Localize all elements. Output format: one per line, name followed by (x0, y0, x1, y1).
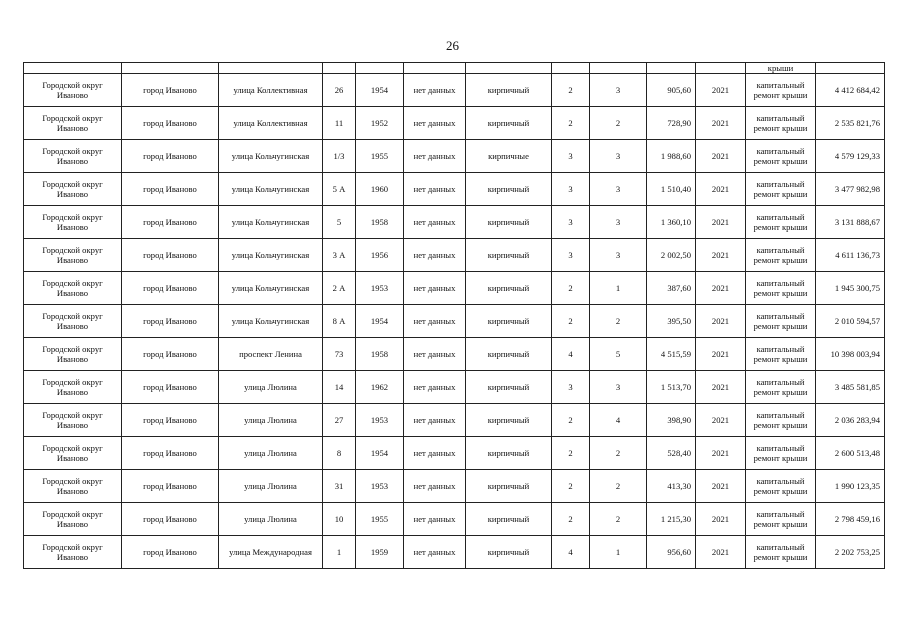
entrances-cell: 5 (590, 338, 647, 371)
city-cell: город Иваново (122, 74, 219, 107)
city-cell: город Иваново (122, 305, 219, 338)
district-cell: Городской округ Иваново (24, 338, 122, 371)
work-type-cell: капитальный ремонт крыши (746, 437, 816, 470)
plan-year-cell: 2021 (696, 107, 746, 140)
table-row (24, 371, 885, 404)
plan-year-cell: 2021 (696, 338, 746, 371)
plan-year-cell: 2021 (696, 437, 746, 470)
entrances-cell: 1 (590, 536, 647, 569)
wall-material-cell: кирпичный (466, 470, 552, 503)
house-number-cell: 1/3 (323, 140, 356, 173)
build-year-cell: 1954 (356, 74, 404, 107)
street-cell: улица Люлина (219, 404, 323, 437)
data-status-cell: нет данных (404, 338, 466, 371)
work-type-cell: капитальный ремонт крыши (746, 173, 816, 206)
cost-cell: 2 798 459,16 (816, 503, 885, 536)
wall-material-cell: кирпичный (466, 503, 552, 536)
page-number: 26 (446, 38, 459, 53)
house-number-cell: 3 А (323, 239, 356, 272)
data-status-cell: нет данных (404, 272, 466, 305)
city-cell: город Иваново (122, 272, 219, 305)
table-row (24, 206, 885, 239)
cost-cell: 10 398 003,94 (816, 338, 885, 371)
house-number-cell: 8 (323, 437, 356, 470)
work-type-cell: капитальный ремонт крыши (746, 536, 816, 569)
table-row (24, 437, 885, 470)
city-cell: город Иваново (122, 536, 219, 569)
plan-year-cell: 2021 (696, 404, 746, 437)
city-cell: город Иваново (122, 437, 219, 470)
district-cell: Городской округ Иваново (24, 437, 122, 470)
cost-cell: 2 535 821,76 (816, 107, 885, 140)
plan-year-cell: 2021 (696, 371, 746, 404)
build-year-cell: 1954 (356, 437, 404, 470)
cost-cell: 2 600 513,48 (816, 437, 885, 470)
data-status-cell: нет данных (404, 206, 466, 239)
housing-table (23, 62, 885, 569)
wall-material-cell: кирпичные (466, 140, 552, 173)
district-cell: Городской округ Иваново (24, 173, 122, 206)
district-cell: Городской округ Иваново (24, 470, 122, 503)
data-status-cell: нет данных (404, 107, 466, 140)
entrances-cell: 1 (590, 272, 647, 305)
work-type-cell: капитальный ремонт крыши (746, 140, 816, 173)
area-cell: 387,60 (647, 272, 696, 305)
house-number-cell: 11 (323, 107, 356, 140)
cost-cell: 1 990 123,35 (816, 470, 885, 503)
plan-year-cell: 2021 (696, 173, 746, 206)
street-cell: улица Кольчугинская (219, 272, 323, 305)
area-cell: 956,60 (647, 536, 696, 569)
city-cell: город Иваново (122, 371, 219, 404)
entrances-cell: 3 (590, 239, 647, 272)
district-cell: Городской округ Иваново (24, 107, 122, 140)
cost-cell: 2 010 594,57 (816, 305, 885, 338)
data-status-cell: нет данных (404, 173, 466, 206)
floors-cell: 3 (552, 173, 590, 206)
table-row (24, 305, 885, 338)
cost-cell: 2 036 283,94 (816, 404, 885, 437)
district-cell: Городской округ Иваново (24, 404, 122, 437)
wall-material-cell: кирпичный (466, 536, 552, 569)
work-type-cell: капитальный ремонт крыши (746, 239, 816, 272)
wall-material-cell: кирпичный (466, 338, 552, 371)
city-cell: город Иваново (122, 173, 219, 206)
city-cell: город Иваново (122, 140, 219, 173)
floors-cell: 2 (552, 404, 590, 437)
entrances-cell: 2 (590, 503, 647, 536)
entrances-cell: 3 (590, 173, 647, 206)
city-cell: город Иваново (122, 470, 219, 503)
table-row (24, 503, 885, 536)
wall-material-cell: кирпичный (466, 371, 552, 404)
work-type-cell: капитальный ремонт крыши (746, 503, 816, 536)
data-status-cell: нет данных (404, 503, 466, 536)
build-year-cell: 1953 (356, 404, 404, 437)
wall-material-cell: кирпичный (466, 74, 552, 107)
plan-year-cell: 2021 (696, 470, 746, 503)
floors-cell: 2 (552, 74, 590, 107)
table-row (24, 536, 885, 569)
district-cell: Городской округ Иваново (24, 74, 122, 107)
work-type-cell: капитальный ремонт крыши (746, 470, 816, 503)
wall-material-cell: кирпичный (466, 173, 552, 206)
wall-material-cell: кирпичный (466, 239, 552, 272)
area-cell: 1 360,10 (647, 206, 696, 239)
build-year-cell: 1959 (356, 536, 404, 569)
street-cell: улица Кольчугинская (219, 140, 323, 173)
cost-cell: 2 202 753,25 (816, 536, 885, 569)
street-cell: улица Люлина (219, 503, 323, 536)
data-status-cell: нет данных (404, 239, 466, 272)
floors-cell: 2 (552, 107, 590, 140)
data-status-cell: нет данных (404, 536, 466, 569)
entrances-cell: 3 (590, 371, 647, 404)
district-cell: Городской округ Иваново (24, 536, 122, 569)
data-status-cell: нет данных (404, 371, 466, 404)
floors-cell: 2 (552, 305, 590, 338)
data-status-cell: нет данных (404, 470, 466, 503)
floors-cell: 3 (552, 140, 590, 173)
table-row (24, 239, 885, 272)
table-row (24, 338, 885, 371)
house-number-cell: 14 (323, 371, 356, 404)
table-row (24, 470, 885, 503)
house-number-cell: 27 (323, 404, 356, 437)
street-cell: улица Люлина (219, 437, 323, 470)
area-cell: 1 510,40 (647, 173, 696, 206)
floors-cell: 4 (552, 536, 590, 569)
floors-cell: 3 (552, 371, 590, 404)
wall-material-cell: кирпичный (466, 206, 552, 239)
floors-cell: 3 (552, 239, 590, 272)
street-cell: улица Люлина (219, 470, 323, 503)
entrances-cell: 4 (590, 404, 647, 437)
entrances-cell: 2 (590, 470, 647, 503)
build-year-cell: 1958 (356, 338, 404, 371)
area-cell: 1 513,70 (647, 371, 696, 404)
floors-cell: 2 (552, 503, 590, 536)
work-type-cell: капитальный ремонт крыши (746, 371, 816, 404)
plan-year-cell: 2021 (696, 206, 746, 239)
plan-year-cell: 2021 (696, 503, 746, 536)
data-status-cell: нет данных (404, 437, 466, 470)
work-type-cell: капитальный ремонт крыши (746, 206, 816, 239)
house-number-cell: 31 (323, 470, 356, 503)
street-cell: улица Кольчугинская (219, 305, 323, 338)
entrances-cell: 2 (590, 107, 647, 140)
work-type-cell: капитальный ремонт крыши (746, 107, 816, 140)
city-cell: город Иваново (122, 404, 219, 437)
street-cell: улица Международная (219, 536, 323, 569)
plan-year-cell: 2021 (696, 140, 746, 173)
data-status-cell: нет данных (404, 74, 466, 107)
house-number-cell: 10 (323, 503, 356, 536)
build-year-cell: 1954 (356, 305, 404, 338)
area-cell: 395,50 (647, 305, 696, 338)
street-cell: улица Коллективная (219, 107, 323, 140)
area-cell: 1 215,30 (647, 503, 696, 536)
entrances-cell: 2 (590, 437, 647, 470)
entrances-cell: 3 (590, 74, 647, 107)
district-cell: Городской округ Иваново (24, 272, 122, 305)
table-row (24, 173, 885, 206)
floors-cell: 4 (552, 338, 590, 371)
street-cell: улица Коллективная (219, 74, 323, 107)
plan-year-cell: 2021 (696, 74, 746, 107)
city-cell: город Иваново (122, 503, 219, 536)
city-cell: город Иваново (122, 239, 219, 272)
district-cell: Городской округ Иваново (24, 305, 122, 338)
build-year-cell: 1953 (356, 272, 404, 305)
district-cell: Городской округ Иваново (24, 371, 122, 404)
work-type-cell: капитальный ремонт крыши (746, 338, 816, 371)
table-continuation-row (24, 63, 885, 74)
build-year-cell: 1956 (356, 239, 404, 272)
wall-material-cell: кирпичный (466, 305, 552, 338)
wall-material-cell: кирпичный (466, 404, 552, 437)
cost-cell: 4 412 684,42 (816, 74, 885, 107)
wall-material-cell: кирпичный (466, 107, 552, 140)
entrances-cell: 2 (590, 305, 647, 338)
district-cell: Городской округ Иваново (24, 140, 122, 173)
build-year-cell: 1955 (356, 503, 404, 536)
table-row (24, 404, 885, 437)
build-year-cell: 1953 (356, 470, 404, 503)
table-row (24, 107, 885, 140)
area-cell: 413,30 (647, 470, 696, 503)
build-year-cell: 1952 (356, 107, 404, 140)
continued-work-cell: крыши (746, 63, 816, 74)
entrances-cell: 3 (590, 206, 647, 239)
work-type-cell: капитальный ремонт крыши (746, 74, 816, 107)
work-type-cell: капитальный ремонт крыши (746, 404, 816, 437)
table-row (24, 74, 885, 107)
build-year-cell: 1958 (356, 206, 404, 239)
house-number-cell: 8 А (323, 305, 356, 338)
floors-cell: 2 (552, 272, 590, 305)
cost-cell: 3 485 581,85 (816, 371, 885, 404)
house-number-cell: 2 А (323, 272, 356, 305)
floors-cell: 2 (552, 437, 590, 470)
area-cell: 4 515,59 (647, 338, 696, 371)
cost-cell: 1 945 300,75 (816, 272, 885, 305)
district-cell: Городской округ Иваново (24, 239, 122, 272)
house-number-cell: 73 (323, 338, 356, 371)
floors-cell: 2 (552, 470, 590, 503)
street-cell: улица Кольчугинская (219, 206, 323, 239)
area-cell: 528,40 (647, 437, 696, 470)
cost-cell: 3 477 982,98 (816, 173, 885, 206)
district-cell: Городской округ Иваново (24, 503, 122, 536)
district-cell: Городской округ Иваново (24, 206, 122, 239)
cost-cell: 3 131 888,67 (816, 206, 885, 239)
data-status-cell: нет данных (404, 140, 466, 173)
wall-material-cell: кирпичный (466, 272, 552, 305)
house-number-cell: 1 (323, 536, 356, 569)
build-year-cell: 1962 (356, 371, 404, 404)
house-number-cell: 26 (323, 74, 356, 107)
area-cell: 1 988,60 (647, 140, 696, 173)
build-year-cell: 1955 (356, 140, 404, 173)
street-cell: улица Кольчугинская (219, 239, 323, 272)
work-type-cell: капитальный ремонт крыши (746, 272, 816, 305)
area-cell: 905,60 (647, 74, 696, 107)
area-cell: 398,90 (647, 404, 696, 437)
street-cell: проспект Ленина (219, 338, 323, 371)
data-status-cell: нет данных (404, 305, 466, 338)
floors-cell: 3 (552, 206, 590, 239)
table-row (24, 272, 885, 305)
area-cell: 728,90 (647, 107, 696, 140)
plan-year-cell: 2021 (696, 272, 746, 305)
table-row (24, 140, 885, 173)
plan-year-cell: 2021 (696, 536, 746, 569)
wall-material-cell: кирпичный (466, 437, 552, 470)
cost-cell: 4 579 129,33 (816, 140, 885, 173)
city-cell: город Иваново (122, 206, 219, 239)
work-type-cell: капитальный ремонт крыши (746, 305, 816, 338)
entrances-cell: 3 (590, 140, 647, 173)
area-cell: 2 002,50 (647, 239, 696, 272)
street-cell: улица Люлина (219, 371, 323, 404)
plan-year-cell: 2021 (696, 239, 746, 272)
house-number-cell: 5 А (323, 173, 356, 206)
plan-year-cell: 2021 (696, 305, 746, 338)
house-number-cell: 5 (323, 206, 356, 239)
city-cell: город Иваново (122, 107, 219, 140)
cost-cell: 4 611 136,73 (816, 239, 885, 272)
city-cell: город Иваново (122, 338, 219, 371)
data-status-cell: нет данных (404, 404, 466, 437)
build-year-cell: 1960 (356, 173, 404, 206)
street-cell: улица Кольчугинская (219, 173, 323, 206)
